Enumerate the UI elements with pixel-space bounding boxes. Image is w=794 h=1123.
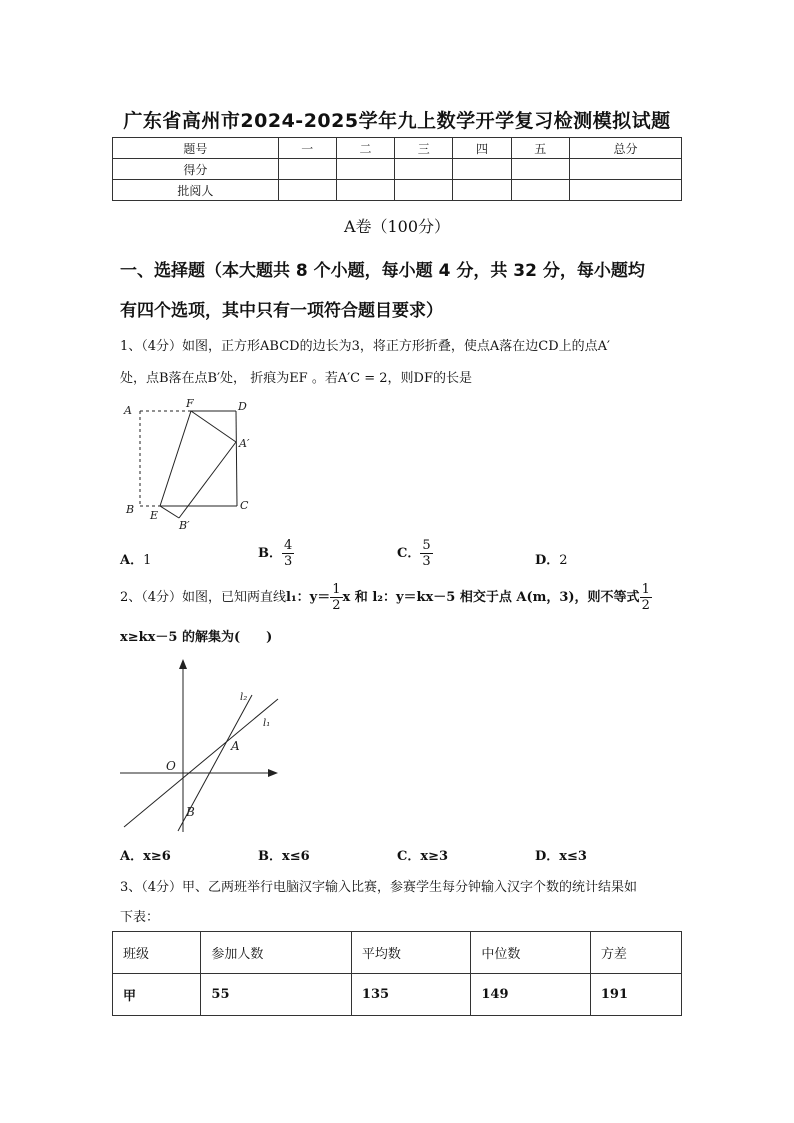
q2-prefix: 2、（4分）如图，已知两直线 <box>120 590 287 605</box>
fraction-denominator: 2 <box>641 598 650 613</box>
q1-edge-FA1 <box>191 411 236 442</box>
q3-cell: 135 <box>351 974 470 1016</box>
q2-label-l1: l₁ <box>263 718 271 729</box>
q2-label-B: B <box>186 805 195 819</box>
score-row-label: 批阅人 <box>113 180 279 201</box>
option-letter: B． <box>258 849 282 864</box>
option-letter: A． <box>120 849 144 864</box>
score-cell <box>336 159 394 180</box>
score-header-cell: 一 <box>278 138 336 159</box>
q2-y-axis-arrow <box>179 659 187 669</box>
option-letter: C． <box>397 546 421 561</box>
q1-option-b <box>258 538 294 569</box>
score-table-header-row <box>113 138 682 159</box>
option-letter: C． <box>397 849 421 864</box>
q1-edge-DC <box>236 411 237 506</box>
q2-fraction-2 <box>640 582 652 613</box>
score-header-cell: 五 <box>511 138 569 159</box>
fraction-numerator: 5 <box>422 538 431 553</box>
score-header-cell: 四 <box>453 138 511 159</box>
q1-text-line2: 处，点B落在点B′处， 折痕为EF 。若A′C = 2，则DF的长是 <box>120 371 472 386</box>
q1-option-d <box>535 549 568 568</box>
q3-stats-table <box>112 931 682 1016</box>
q2-text-line2: x≥kx－5 的解集为( ) <box>120 630 273 645</box>
option-value: x≤6 <box>282 849 310 864</box>
q2-option-d <box>535 845 587 864</box>
q1-edge-A1B1 <box>179 442 236 518</box>
q2-label-A: A <box>231 739 240 753</box>
option-fraction <box>282 538 294 569</box>
score-cell <box>453 159 511 180</box>
q3-cell: 149 <box>471 974 590 1016</box>
q3-header-cell: 中位数 <box>471 932 590 974</box>
option-value: x≥6 <box>143 849 171 864</box>
q1-option-c <box>397 538 433 569</box>
q1-edge-B1E <box>160 506 179 518</box>
q1-text-line1: 1、（4分）如图，正方形ABCD的边长为3，将正方形折叠，使点A落在边CD上的点A′ <box>120 339 610 354</box>
option-value: x≤3 <box>559 849 587 864</box>
fraction-denominator: 3 <box>422 554 431 569</box>
q1-option-a <box>120 549 151 568</box>
score-table-row <box>113 159 682 180</box>
fraction-numerator: 1 <box>332 582 341 597</box>
q1-label-E: E <box>150 509 159 522</box>
volume-heading: A卷（100分） <box>343 217 451 236</box>
section1-heading-line2: 有四个选项，其中只有一项符合题目要求） <box>120 301 443 321</box>
option-letter: D． <box>535 849 560 864</box>
score-cell <box>453 180 511 201</box>
score-header-cell: 二 <box>336 138 394 159</box>
q3-text-line1: 3、（4分）甲、乙两班举行电脑汉字输入比赛，参赛学生每分钟输入汉字个数的统计结果如 <box>120 880 638 895</box>
score-table <box>112 137 682 201</box>
q1-label-A: A <box>124 404 132 417</box>
q3-cell: 55 <box>201 974 352 1016</box>
score-cell <box>569 180 681 201</box>
score-header-cell: 总分 <box>569 138 681 159</box>
q2-label-l2: l₂ <box>240 692 248 703</box>
score-row-label: 得分 <box>113 159 279 180</box>
q3-table-header-row <box>113 932 682 974</box>
option-letter: A． <box>120 553 144 568</box>
q1-label-A1: A′ <box>239 437 250 450</box>
q3-text-line2: 下表： <box>120 910 160 925</box>
q3-header-cell: 参加人数 <box>201 932 352 974</box>
option-fraction <box>420 538 432 569</box>
score-cell <box>511 180 569 201</box>
fraction-numerator: 4 <box>284 538 293 553</box>
q2-figure <box>118 655 288 835</box>
score-header-cell: 题号 <box>113 138 279 159</box>
page-title: 广东省高州市2024-2025学年九上数学开学复习检测模拟试题 <box>123 110 671 132</box>
score-header-cell: 三 <box>395 138 453 159</box>
score-cell <box>336 180 394 201</box>
score-cell <box>569 159 681 180</box>
q2-mid: x 和 l₂：y＝kx－5 相交于点 A(m，3)，则不等式 <box>342 590 640 605</box>
q2-l1: l₁：y＝ <box>286 590 331 605</box>
q3-cell: 甲 <box>113 974 201 1016</box>
fraction-denominator: 3 <box>284 554 293 569</box>
option-value: 2 <box>559 553 568 568</box>
q2-line-l1 <box>124 699 278 827</box>
score-table-row <box>113 180 682 201</box>
q1-label-C: C <box>240 499 249 512</box>
q2-option-a <box>120 845 171 864</box>
score-cell <box>395 159 453 180</box>
q1-label-F: F <box>186 397 194 410</box>
q2-option-c <box>397 845 448 864</box>
option-value: 1 <box>143 553 152 568</box>
q1-label-B1: B′ <box>179 519 190 530</box>
score-cell <box>395 180 453 201</box>
section1-heading-line1: 一、选择题（本大题共 8 个小题，每小题 4 分，共 32 分，每小题均 <box>120 261 645 281</box>
score-cell <box>278 159 336 180</box>
q1-edge-FE <box>160 411 191 506</box>
option-letter: D． <box>535 553 560 568</box>
option-letter: B． <box>258 546 282 561</box>
q3-header-cell: 方差 <box>590 932 681 974</box>
fraction-numerator: 1 <box>641 582 650 597</box>
q2-option-b <box>258 845 310 864</box>
q3-header-cell: 班级 <box>113 932 201 974</box>
q1-label-B: B <box>126 503 135 516</box>
q3-cell: 191 <box>590 974 681 1016</box>
fraction-denominator: 2 <box>332 598 341 613</box>
q3-header-cell: 平均数 <box>351 932 470 974</box>
score-cell <box>511 159 569 180</box>
q2-text-line1 <box>120 582 652 613</box>
q2-x-axis-arrow <box>268 769 278 777</box>
q1-figure <box>120 395 260 530</box>
q1-label-D: D <box>238 400 247 413</box>
q2-fraction-1 <box>330 582 342 613</box>
option-value: x≥3 <box>420 849 449 864</box>
table-row <box>113 974 682 1016</box>
q2-label-O: O <box>166 759 176 773</box>
score-cell <box>278 180 336 201</box>
